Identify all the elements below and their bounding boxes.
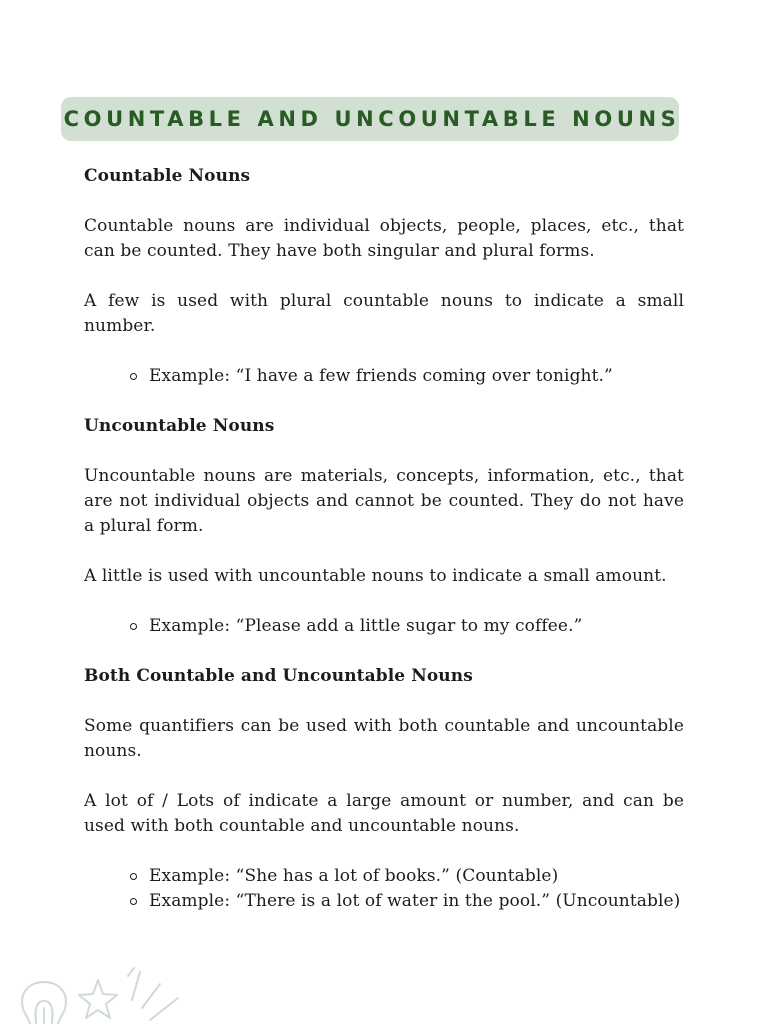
title-banner xyxy=(61,97,679,141)
doodle-decoration xyxy=(0,958,200,1024)
section-both xyxy=(84,664,684,914)
example-list xyxy=(84,864,684,914)
paragraph: Uncountable nouns are materials, concepts, information, etc., that are not individual objects and cannot be counted. They do not have a plural form. xyxy=(84,466,684,536)
example-text: Example: “She has a lot of books.” (Countable) xyxy=(149,866,559,886)
section-uncountable xyxy=(84,414,684,639)
example-item xyxy=(149,614,684,639)
section-heading: Both Countable and Uncountable Nouns xyxy=(84,666,473,686)
example-text: Example: “There is a lot of water in the pool.” (Uncountable) xyxy=(149,891,681,911)
circle-bullet-icon xyxy=(130,623,137,630)
circle-bullet-icon xyxy=(130,898,137,905)
example-text: Example: “I have a few friends coming over tonight.” xyxy=(149,366,613,386)
circle-bullet-icon xyxy=(130,373,137,380)
example-text: Example: “Please add a little sugar to my coffee.” xyxy=(149,616,583,636)
section-heading: Uncountable Nouns xyxy=(84,416,275,436)
paragraph: A few is used with plural countable nouns to indicate a small number. xyxy=(84,291,684,336)
paragraph: A lot of / Lots of indicate a large amount or number, and can be used with both countable and uncountable nouns. xyxy=(84,791,684,836)
example-item xyxy=(149,364,684,389)
section-countable xyxy=(84,164,684,389)
page-title: COUNTABLE AND UNCOUNTABLE NOUNS xyxy=(63,107,681,131)
star-doodle-icon xyxy=(79,980,117,1018)
document-body xyxy=(84,164,684,939)
sparkle-lines-doodle-icon xyxy=(128,968,178,1020)
paragraph: A little is used with uncountable nouns to indicate a small amount. xyxy=(84,566,667,586)
example-item xyxy=(149,864,684,889)
circle-bullet-icon xyxy=(130,873,137,880)
example-item xyxy=(149,889,684,914)
section-heading: Countable Nouns xyxy=(84,166,251,186)
paragraph: Some quantifiers can be used with both countable and uncountable nouns. xyxy=(84,716,684,761)
lightbulb-doodle-icon xyxy=(22,982,66,1024)
paragraph: Countable nouns are individual objects, people, places, etc., that can be counted. They have both singular and plural forms. xyxy=(84,216,684,261)
example-list xyxy=(84,614,684,639)
example-list xyxy=(84,364,684,389)
